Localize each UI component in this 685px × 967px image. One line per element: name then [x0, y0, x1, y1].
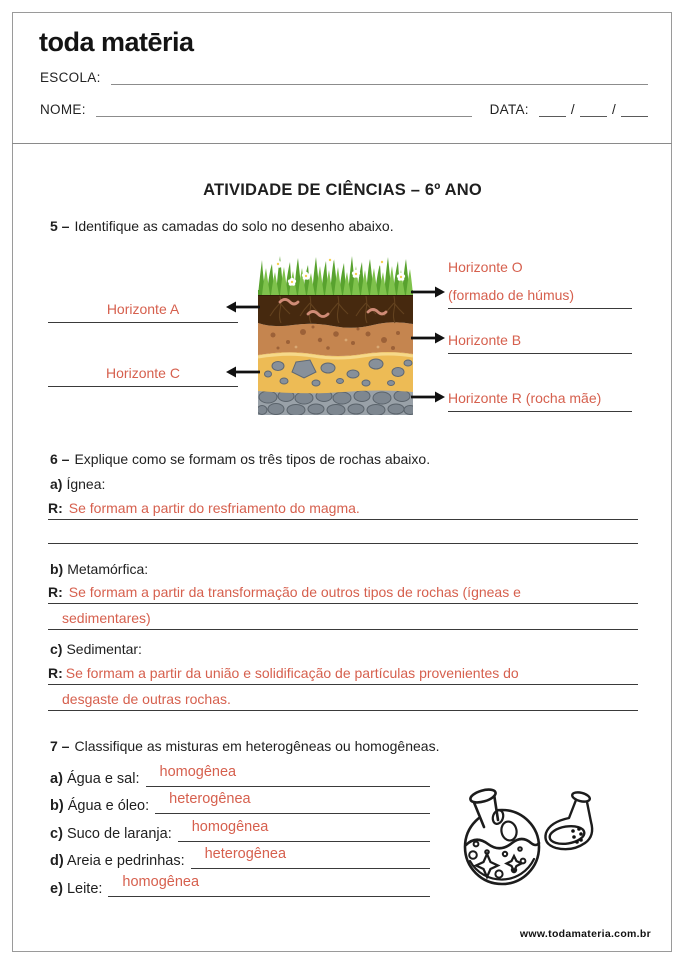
q6b-answer-row[interactable] [48, 583, 638, 604]
q7d-label: d) Areia e pedrinhas: [50, 853, 185, 869]
worksheet-title: ATIVIDADE DE CIÊNCIAS – 6º ANO [203, 181, 482, 199]
q7c-answer-line[interactable] [178, 821, 430, 842]
horizonte-r-label: Horizonte R (rocha mãe) [448, 390, 602, 406]
round-flask-icon [452, 786, 548, 888]
q7b-letter: b) [50, 798, 64, 814]
arrow-right-horizonte-r [411, 390, 445, 404]
question-5-prompt [50, 218, 394, 234]
q6c-answer-text-2: desgaste de outras rochas. [62, 691, 231, 707]
q7a-label: a) Água e sal: [50, 771, 140, 787]
date-slash: / [611, 102, 616, 117]
question-6-text: Explique como se formam os três tipos de rochas abaixo. [74, 451, 431, 467]
horizonte-r-answer-line[interactable] [448, 411, 632, 412]
q7-item-b [50, 793, 430, 814]
brand-logo: toda matēria [39, 27, 194, 57]
q6c-answer-text: Se formam a partir da união e solidificação de partículas provenientes do [65, 665, 519, 681]
horizonte-o-label: Horizonte O [448, 259, 523, 275]
q7-item-a [50, 766, 430, 787]
q7c-label: c) Suco de laranja: [50, 826, 172, 842]
date-day-line[interactable] [539, 100, 566, 117]
question-7-text: Classifique as misturas em heterogêneas ou homogêneas. [74, 738, 440, 754]
horizonte-a-label: Horizonte A [106, 301, 180, 317]
horizonte-b-label: Horizonte B [448, 332, 522, 348]
q6c-answer-row[interactable] [48, 664, 638, 685]
date-month-line[interactable] [580, 100, 607, 117]
q6b-answer-text: Se formam a partir da transformação de outros tipos de rochas (ígneas e [68, 584, 521, 600]
q6b-r-label: R: [48, 584, 63, 600]
soil-layers-illustration [258, 250, 413, 415]
q6a-name: Ígnea: [66, 476, 106, 492]
q7a-letter: a) [50, 771, 63, 787]
q6a-r-label: R: [48, 500, 63, 516]
question-6-number: 6 – [50, 451, 70, 467]
q7e-label: e) Leite: [50, 881, 103, 897]
q6b-name: Metamórfica: [67, 561, 149, 577]
website-url: www.todamateria.com.br [519, 928, 651, 940]
q7d-answer-line[interactable] [191, 848, 430, 869]
q7-item-c [50, 821, 430, 842]
name-label: NOME: [40, 102, 86, 117]
question-5-text: Identifique as camadas do solo no desenho abaixo. [74, 218, 394, 234]
horizonte-o-sublabel: (formado de húmus) [448, 287, 575, 303]
q7c-letter: c) [50, 826, 63, 842]
q7b-label: b) Água e óleo: [50, 798, 150, 814]
school-row [40, 68, 648, 85]
q7e-answer-line[interactable] [108, 876, 430, 897]
q6c-label [50, 641, 142, 657]
q6a-answer-row[interactable] [48, 499, 638, 520]
horizonte-b-answer-line[interactable] [448, 353, 632, 354]
q7e-answer-text: homogênea [122, 874, 200, 890]
q7d-letter: d) [50, 853, 64, 869]
q6a-label [50, 476, 105, 492]
q7d-answer-text: heterogênea [204, 846, 287, 862]
horizonte-o-answer-line[interactable] [448, 308, 632, 309]
date-label: DATA: [489, 102, 529, 117]
q6c-answer-row-2[interactable] [48, 690, 638, 711]
horizonte-c-answer-line[interactable] [48, 386, 238, 387]
q6b-answer-row-2[interactable] [48, 609, 638, 630]
q7e-letter: e) [50, 881, 63, 897]
q6b-answer-text-2: sedimentares) [62, 610, 151, 626]
question-7-number: 7 – [50, 738, 70, 754]
q6c-r-label: R: [48, 665, 63, 681]
header-divider [12, 143, 672, 144]
q6c-name: Sedimentar: [66, 641, 142, 657]
q7-item-d [50, 848, 430, 869]
question-7-prompt [50, 738, 439, 754]
name-input-line[interactable] [96, 100, 472, 117]
q7b-answer-line[interactable] [155, 793, 430, 814]
q7b-answer-text: heterogênea [169, 791, 251, 807]
q7a-answer-text: homogênea [159, 764, 237, 780]
q6a-extra-answer-line[interactable] [48, 543, 638, 544]
q7a-answer-line[interactable] [146, 766, 431, 787]
school-input-line[interactable] [111, 68, 648, 85]
q6a-letter: a) [50, 476, 63, 492]
q6b-letter: b) [50, 561, 64, 577]
horizonte-c-label: Horizonte C [106, 365, 180, 381]
question-5-number: 5 – [50, 218, 70, 234]
question-6-prompt [50, 451, 430, 467]
date-slash: / [570, 102, 575, 117]
date-year-line[interactable] [621, 100, 648, 117]
arrow-right-horizonte-b [411, 331, 445, 345]
horizonte-a-answer-line[interactable] [48, 322, 238, 323]
q6b-label [50, 561, 148, 577]
q6a-answer-text: Se formam a partir do resfriamento do magma. [68, 500, 360, 516]
arrow-right-horizonte-o [411, 285, 445, 299]
name-date-row [40, 100, 648, 117]
q7-item-e [50, 876, 430, 897]
q6c-letter: c) [50, 641, 63, 657]
school-label: ESCOLA: [40, 70, 101, 85]
erlenmeyer-flask-icon [538, 789, 602, 855]
q7c-answer-text: homogênea [191, 819, 269, 835]
